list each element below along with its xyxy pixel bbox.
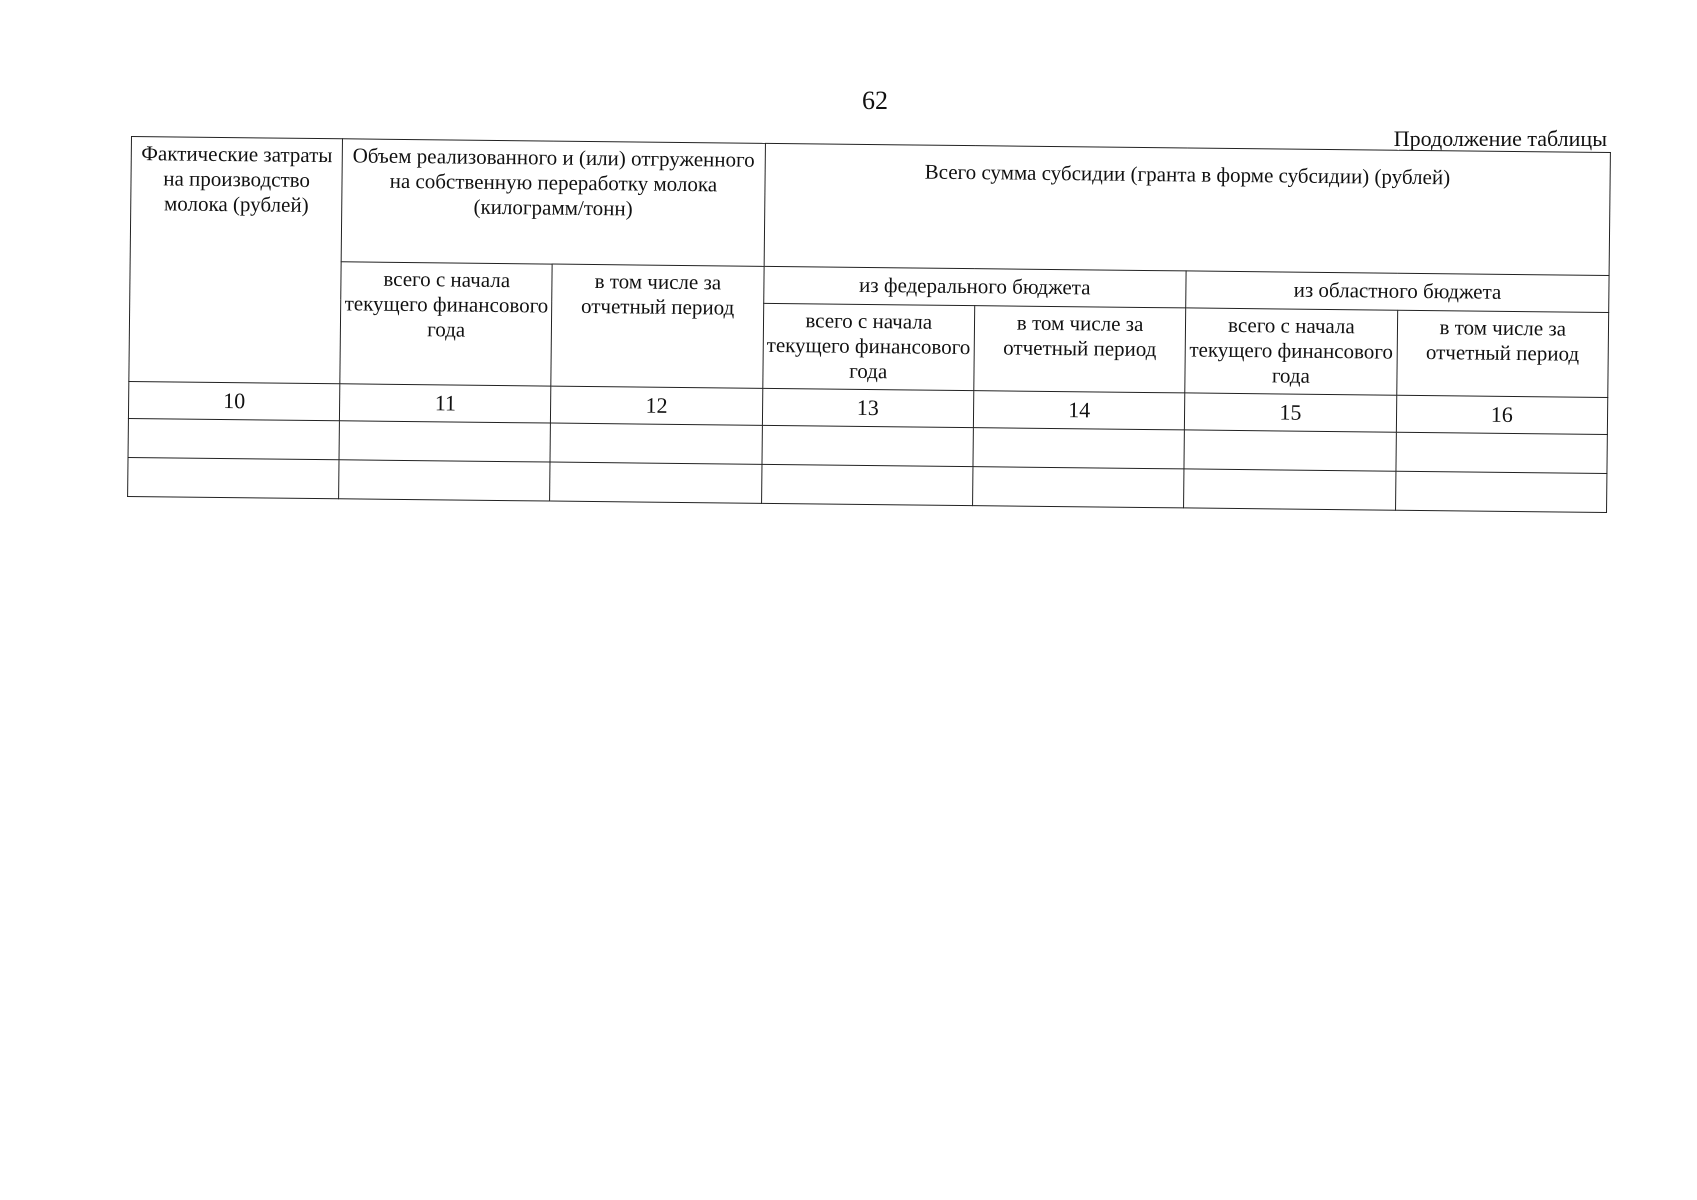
column-number: 13	[762, 388, 974, 427]
table-cell	[1395, 471, 1607, 512]
header-volume: Объем реализованного и (или) отгруженного на собственную переработку молока (килограмм/тонн)	[341, 139, 765, 267]
table-cell	[128, 418, 340, 459]
page-number: 62	[862, 86, 888, 115]
table-cell	[1396, 432, 1608, 473]
table-cell	[761, 464, 973, 505]
table-cell	[972, 467, 1184, 508]
header-regional-budget: из областного бюджета	[1186, 271, 1609, 313]
column-number: 15	[1185, 393, 1397, 432]
column-number: 10	[128, 381, 340, 420]
subsidy-table-container	[127, 136, 1611, 513]
header-actual-costs: Фактические затраты на производство молока (рублей)	[129, 137, 343, 384]
table-cell	[550, 462, 762, 503]
table-continuation-label: Продолжение таблицы	[1393, 126, 1607, 151]
table-cell	[762, 425, 974, 466]
table-cell	[550, 423, 762, 464]
table-cell	[128, 457, 340, 498]
table-cell	[1184, 430, 1396, 471]
header-regional-period: в том числе за отчетный период	[1396, 310, 1608, 397]
header-regional-total: всего с начала текущего финансового года	[1185, 308, 1397, 395]
header-subsidy-total: Всего сумма субсидии (гранта в форме субсидии) (рублей)	[764, 143, 1611, 275]
column-number: 11	[340, 384, 552, 423]
column-number: 16	[1396, 395, 1608, 434]
header-volume-period: в том числе за отчетный период	[551, 264, 763, 388]
table-cell	[1184, 469, 1396, 510]
table-cell	[339, 460, 551, 501]
table-cell	[339, 421, 551, 462]
header-federal-period: в том числе за отчетный период	[974, 306, 1186, 393]
table-cell	[973, 428, 1185, 469]
header-volume-total: всего с начала текущего финансового года	[340, 262, 552, 386]
header-federal-total: всего с начала текущего финансового года	[762, 303, 974, 390]
column-number: 14	[973, 391, 1185, 430]
subsidy-table	[127, 136, 1611, 513]
header-federal-budget: из федерального бюджета	[763, 266, 1186, 308]
column-number: 12	[551, 386, 763, 425]
